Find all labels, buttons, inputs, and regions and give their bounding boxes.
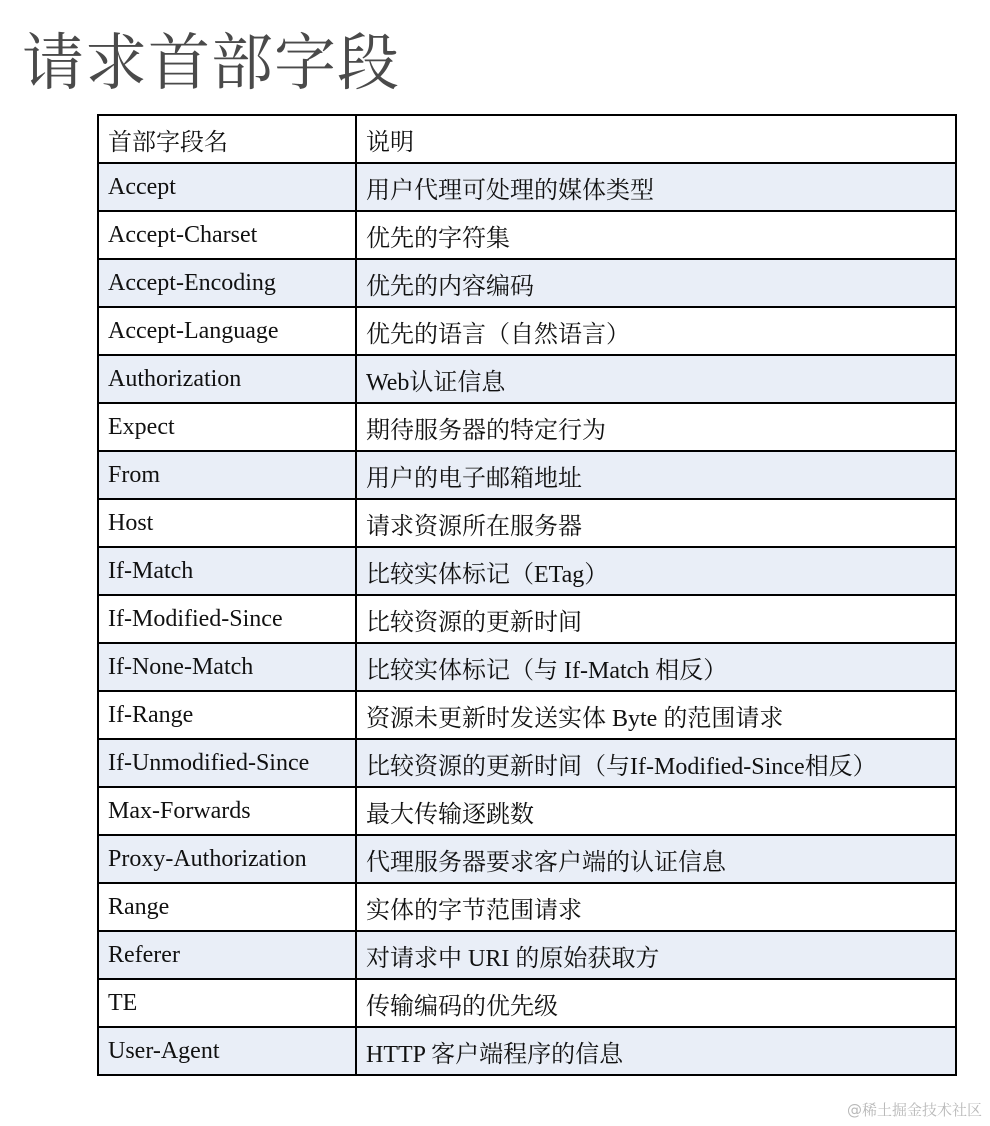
header-field-name: Authorization — [98, 355, 356, 403]
header-field-description: 优先的字符集 — [356, 211, 956, 259]
header-field-description: HTTP 客户端程序的信息 — [356, 1027, 956, 1075]
column-header-field-name: 首部字段名 — [98, 115, 356, 163]
table-row — [98, 499, 956, 547]
table-row — [98, 835, 956, 883]
header-field-description: 优先的语言（自然语言） — [356, 307, 956, 355]
header-field-description: 资源未更新时发送实体 Byte 的范围请求 — [356, 691, 956, 739]
header-field-name: Proxy-Authorization — [98, 835, 356, 883]
table-row — [98, 547, 956, 595]
header-field-name: Range — [98, 883, 356, 931]
header-field-name: TE — [98, 979, 356, 1027]
header-field-name: Expect — [98, 403, 356, 451]
header-field-description: 传输编码的优先级 — [356, 979, 956, 1027]
column-header-description: 说明 — [356, 115, 956, 163]
header-field-description: 用户代理可处理的媒体类型 — [356, 163, 956, 211]
header-field-name: If-Modified-Since — [98, 595, 356, 643]
header-field-description: 优先的内容编码 — [356, 259, 956, 307]
table-row — [98, 355, 956, 403]
header-field-description: 比较实体标记（与 If-Match 相反） — [356, 643, 956, 691]
table-row — [98, 739, 956, 787]
header-field-description: 代理服务器要求客户端的认证信息 — [356, 835, 956, 883]
watermark: @稀土掘金技术社区 — [846, 1101, 982, 1119]
table-row — [98, 163, 956, 211]
table-row — [98, 211, 956, 259]
header-field-name: If-Match — [98, 547, 356, 595]
table-row — [98, 787, 956, 835]
header-field-name: If-None-Match — [98, 643, 356, 691]
header-field-name: Accept-Language — [98, 307, 356, 355]
table-row — [98, 643, 956, 691]
table-row — [98, 979, 956, 1027]
table-row — [98, 1027, 956, 1075]
table-row — [98, 883, 956, 931]
header-field-description: 实体的字节范围请求 — [356, 883, 956, 931]
header-field-name: If-Unmodified-Since — [98, 739, 356, 787]
header-field-description: 最大传输逐跳数 — [356, 787, 956, 835]
header-field-name: Host — [98, 499, 356, 547]
table-row — [98, 451, 956, 499]
header-field-description: 用户的电子邮箱地址 — [356, 451, 956, 499]
header-field-name: Max-Forwards — [98, 787, 356, 835]
table-row — [98, 595, 956, 643]
table-row — [98, 259, 956, 307]
table-row — [98, 307, 956, 355]
table-row — [98, 403, 956, 451]
header-field-description: 比较资源的更新时间（与If-Modified-Since相反） — [356, 739, 956, 787]
header-field-description: 期待服务器的特定行为 — [356, 403, 956, 451]
header-field-name: From — [98, 451, 356, 499]
header-field-name: Accept-Encoding — [98, 259, 356, 307]
header-field-description: 请求资源所在服务器 — [356, 499, 956, 547]
header-field-description: 比较资源的更新时间 — [356, 595, 956, 643]
table-row — [98, 691, 956, 739]
page-title: 请求首部字段 — [22, 26, 401, 99]
table-row — [98, 931, 956, 979]
header-field-description: Web认证信息 — [356, 355, 956, 403]
table-header-row — [98, 115, 956, 163]
header-field-description: 对请求中 URI 的原始获取方 — [356, 931, 956, 979]
header-field-name: Referer — [98, 931, 356, 979]
header-field-description: 比较实体标记（ETag） — [356, 547, 956, 595]
header-field-name: Accept — [98, 163, 356, 211]
header-field-name: If-Range — [98, 691, 356, 739]
header-field-name: Accept-Charset — [98, 211, 356, 259]
request-header-table — [97, 114, 957, 1076]
header-field-name: User-Agent — [98, 1027, 356, 1075]
